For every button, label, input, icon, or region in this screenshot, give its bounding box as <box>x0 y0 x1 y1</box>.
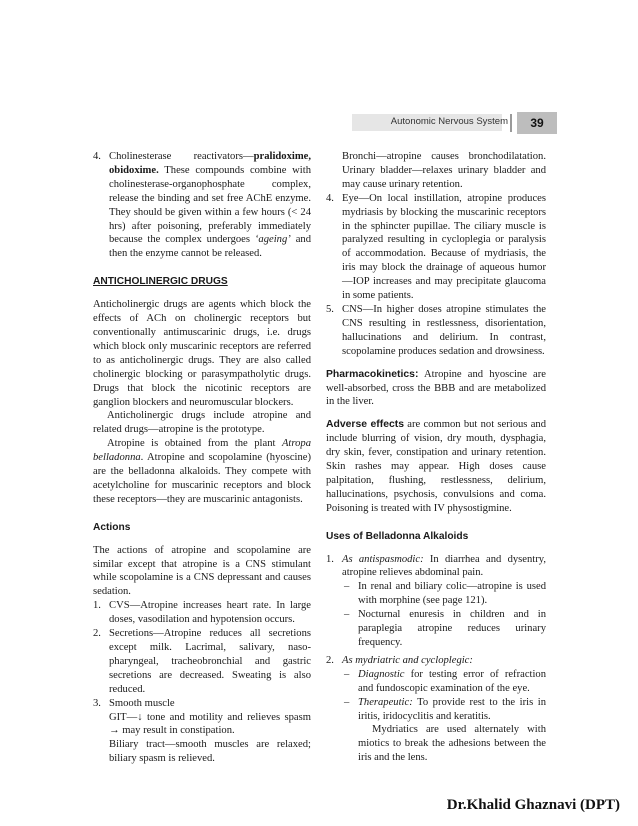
use-sub-item: – Nocturnal enuresis in children and in paraplegia atropine reduces urinary frequency. <box>344 609 546 648</box>
git-line: GIT—↓ tone and motility and relieves spasm → may result in constipation. <box>109 711 311 737</box>
action-item: 3. Smooth muscle GIT—↓ tone and motility and relieves spasm → may result in constipation. Biliary tract—smooth muscles are relaxed; biliary spasm is relieved. <box>93 697 311 765</box>
right-column <box>326 150 546 765</box>
anticholinergic-prototype: Anticholinergic drugs include atropine and related drugs—atropine is the prototype. <box>93 410 311 436</box>
use-sub-item: – Therapeutic: To provide rest to the iris in iritis, iridocyclitis and keratitis. Mydriatics are used alternately with miotics to break the adhesions between the iris and the lens. <box>344 696 546 764</box>
running-header <box>352 112 638 134</box>
action-item: 1. CVS—Atropine increases heart rate. In large doses, vasodilation and hypotension occurs. <box>93 600 311 626</box>
actions-intro: The actions of atropine and scopolamine are similar except that atropine is a CNS stimulant while scopolamine is a CNS depressant and causes sedation. <box>93 544 311 598</box>
use-sub-item: – Diagnostic for testing error of refraction and fundoscopic examination of the eye. <box>344 668 546 694</box>
reactivators-text: Cholinesterase reactivators—pralidoxime, obidoxime. These compounds combine with cholinesterase-organophosphate complex, release the binding and set free AChE enzyme. They should be given within a few hours (< 24 hrs) after poisoning, preferably immediately because the complex undergoes ‘ageing’ and then the enzyme cannot be released. <box>109 151 311 260</box>
adverse-effects-paragraph: Adverse effects are common but not serious and include blurring of vision, dry mouth, dysphagia, dry skin, fever, constipation and urinary retention. Skin rashes may appear. High doses cause palpitation, flushing, restlessness, delirium, hallucinations, psychosis, convulsions and coma. Poisoning is treated with IV physostigmine. <box>326 419 546 514</box>
biliary-line: Biliary tract—smooth muscles are relaxed; biliary spasm is relieved. <box>109 739 311 765</box>
pharmacokinetics-label: Pharmacokinetics: <box>326 368 419 380</box>
running-title: Autonomic Nervous System <box>390 116 508 127</box>
item-number: 4. <box>93 151 101 162</box>
author-credit: Dr.Khalid Ghaznavi (DPT) <box>446 797 620 813</box>
anticholinergic-intro: Anticholinergic drugs are agents which block the effects of ACh on cholinergic receptors but conventionally antimuscarinic drugs, i.e. drugs which block only muscarinic receptors are referred to as anticholinergic drugs. They are also called cholinergic blocking or parasympatholytic drugs. Drugs that block the nicotinic receptors are ganglion blockers and neuromuscular blockers. <box>93 299 311 408</box>
use-item: 1. As antispasmodic: In diarrhea and dysentry, atropine relieves abdominal pain. – In renal and biliary colic—atropine is used with morphine (see page 121). – Nocturnal enuresis in children and in paraplegia atropine reduces urinary frequency. <box>326 553 547 648</box>
eye-item: 4. Eye—On local instillation, atropine produces mydriasis by blocking the muscarinic receptors in the sphincter pupillae. The ciliary muscle is paralyzed resulting in cycloplegia or paralysis of accommodation. Because of mydriasis, the iris may block the drainage of aqueous humor—IOP increases and may precipitate glaucoma in some patients. <box>326 192 546 302</box>
header-separator <box>510 114 512 132</box>
anticholinergic-heading: ANTICHOLINERGIC DRUGS <box>93 276 228 288</box>
adverse-effects-label: Adverse effects <box>326 419 405 431</box>
action-item: 2. Secretions—Atropine reduces all secretions except milk. Lacrimal, salivary, naso-pharyngeal, tracheobronchial and gastric secretions are decreased. Sweating is also reduced. <box>93 628 311 695</box>
left-column <box>93 150 311 766</box>
uses-heading: Uses of Belladonna Alkaloids <box>326 530 469 542</box>
bronchi-continuation: Bronchi—atropine causes bronchodilatation. Urinary bladder—relaxes urinary bladder and may cause urinary retention. <box>342 151 546 190</box>
use-sub-item: – In renal and biliary colic—atropine is used with morphine (see page 121). <box>344 581 546 607</box>
reactivators-item <box>93 150 311 261</box>
actions-heading: Actions <box>93 521 131 533</box>
cns-item: 5. CNS—In higher doses atropine stimulates the CNS resulting in restlessness, disorientation, hallucinations and delirium. In contrast, scopolamine produces sedation and drowsiness. <box>326 303 546 357</box>
page-number: 39 <box>517 112 557 134</box>
use-item: 2. As mydriatric and cycloplegic: – Diagnostic for testing error of refraction and fundoscopic examination of the eye. – Therapeutic: To provide rest to the iris in iritis, iridocyclitis and keratitis. Mydriatics are used alternately with miotics to break the adhesions between the iris and the lens. <box>326 654 546 764</box>
atropine-source: Atropine is obtained from the plant Atropa belladonna. Atropine and scopolamine (hyoscine) are the belladonna alkaloids. They compete with acetylcholine for muscarinic receptors and block these receptors—they are muscarinic antagonists. <box>93 438 311 505</box>
pharmacokinetics-paragraph: Pharmacokinetics: Atropine and hyoscine are well-absorbed, cross the BBB and are metabolized in the liver. <box>326 368 546 408</box>
